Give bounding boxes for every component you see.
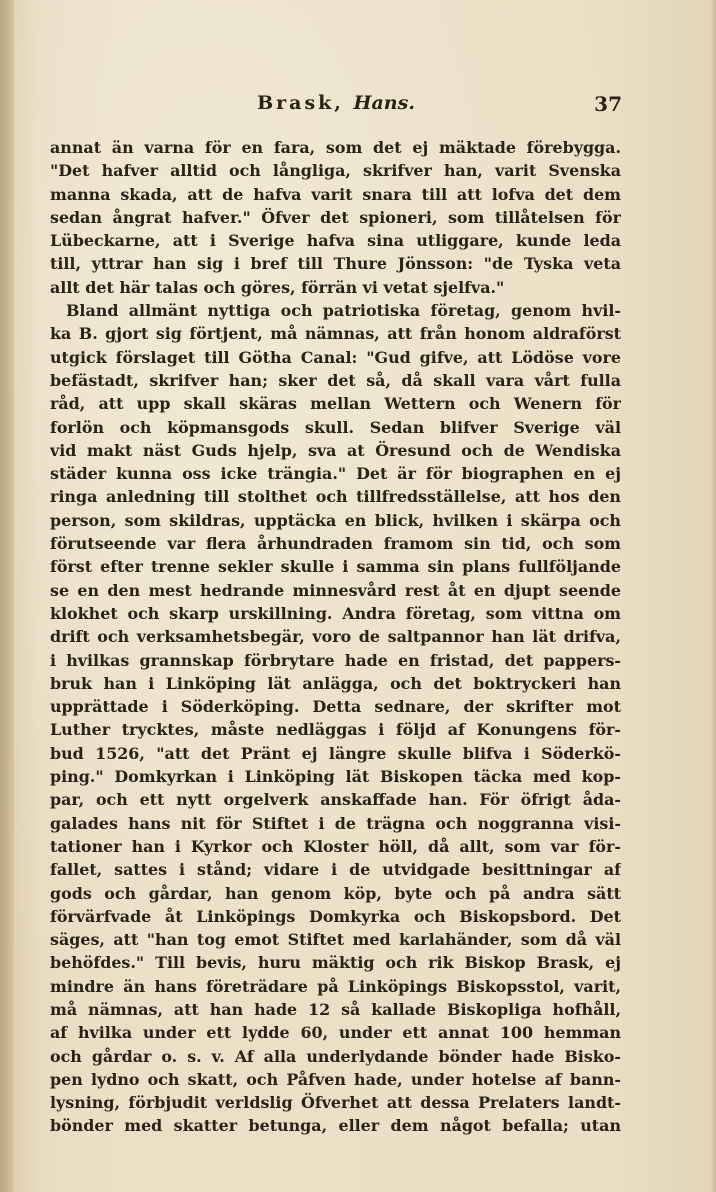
body-text	[50, 136, 621, 1138]
text-line: ping." Domkyrkan i Linköping lät Biskopen täcka med kop-	[50, 767, 621, 787]
text-line: befästadt, skrifver han; sker det så, då skall vara vårt fulla	[50, 370, 621, 390]
text-line: och gårdar o. s. v. Af alla underlydande bönder hade Bisko-	[50, 1046, 621, 1066]
text-line: i hvilkas grannskap förbrytare hade en fristad, det pappers-	[50, 650, 621, 670]
text-line: bud 1526, "att det Pränt ej längre skulle blifva i Söderkö-	[50, 743, 621, 763]
text-line: drift och verksamhetsbegär, voro de saltpannor han lät drifva,	[50, 627, 621, 647]
text-line: vid makt näst Guds hjelp, sva at Öresund och de Wendiska	[50, 440, 621, 460]
text-line: ringa anledning till stolthet och tillfredsställelse, att hos den	[50, 487, 621, 507]
text-line: person, som skildras, upptäcka en blick, hvilken i skärpa och	[50, 510, 621, 530]
text-line: bruk han i Linköping lät anlägga, och det boktryckeri han	[50, 673, 621, 693]
text-line: behöfdes." Till bevis, huru mäktig och rik Biskop Brask, ej	[50, 953, 621, 973]
running-head	[50, 92, 622, 114]
text-line: fallet, sattes i stånd; vidare i de utvidgade besittningar af	[50, 860, 621, 880]
text-line: lysning, förbjudit verldslig Öfverhet att dessa Prelaters landt-	[50, 1093, 621, 1113]
text-line: först efter trenne sekler skulle i samma sin plans fullföljande	[50, 557, 621, 577]
text-line: Lübeckarne, att i Sverige hafva sina utliggare, kunde leda	[50, 231, 621, 251]
page-number: 37	[594, 92, 622, 116]
text-line: säges, att "han tog emot Stiftet med karlahänder, som då väl	[50, 930, 621, 950]
text-line: allt det här talas och göres, förrän vi vetat sjelfva."	[50, 277, 505, 297]
text-line: mindre än hans företrädare på Linköpings Biskopsstol, varit,	[50, 976, 621, 996]
text-line: till, yttrar han sig i bref till Thure Jönsson: "de Tyska veta	[50, 254, 621, 274]
text-line: se en den mest hedrande minnesvård rest åt en djupt seende	[50, 580, 621, 600]
text-line: utgick förslaget till Götha Canal: "Gud gifve, att Lödöse vore	[50, 347, 621, 367]
text-line: bönder med skatter betunga, eller dem något befalla; utan	[50, 1116, 621, 1136]
running-head-surname: Brask,	[257, 92, 344, 114]
page-header	[50, 92, 622, 122]
page-edge-shadow	[710, 0, 716, 1192]
text-line: gods och gårdar, han genom köp, byte och på andra sätt	[50, 883, 621, 903]
page-binding-shadow	[0, 0, 14, 1192]
text-line: upprättade i Söderköping. Detta sednare, der skrifter mot	[50, 697, 621, 717]
text-line: tationer han i Kyrkor och Kloster höll, då allt, som var för-	[50, 836, 621, 856]
text-line: af hvilka under ett lydde 60, under ett annat 100 hemman	[50, 1023, 621, 1043]
text-line: Luther trycktes, måste nedläggas i följd af Konungens för-	[50, 720, 621, 740]
text-line: klokhet och skarp urskillning. Andra företag, som vittna om	[50, 603, 621, 623]
running-head-given-name: Hans.	[353, 92, 415, 114]
text-line: "Det hafver alltid och långliga, skrifver han, varit Svenska	[50, 161, 621, 181]
text-line: förvärfvade åt Linköpings Domkyrka och Biskopsbord. Det	[50, 906, 621, 926]
text-line: ka B. gjort sig förtjent, må nämnas, att från honom aldraförst	[50, 324, 621, 344]
text-line: förutseende var flera århundraden framom sin tid, och som	[50, 534, 621, 554]
text-line: städer kunna oss icke trängia." Det är för biographen en ej	[50, 464, 621, 484]
text-line: manna skada, att de hafva varit snara till att lofva det dem	[50, 184, 621, 204]
text-line: pen lydno och skatt, och Påfven hade, under hotelse af bann-	[50, 1069, 621, 1089]
text-line: må nämnas, att han hade 12 så kallade Biskopliga hofhåll,	[50, 999, 621, 1019]
text-line: annat än varna för en fara, som det ej mäktade förebygga.	[50, 138, 621, 157]
text-line: råd, att upp skall skäras mellan Wettern och Wenern för	[50, 394, 621, 414]
text-line: forlön och köpmansgods skull. Sedan blifver Sverige väl	[50, 417, 621, 437]
text-line: sedan ångrat hafver." Öfver det spioneri, som tillåtelsen för	[50, 207, 621, 227]
text-line: Bland allmänt nyttiga och patriotiska företag, genom hvil-	[66, 301, 621, 321]
text-line: par, och ett nytt orgelverk anskaffade han. För öfrigt åda-	[50, 790, 621, 810]
text-line: galades hans nit för Stiftet i de trägna och noggranna visi-	[50, 813, 621, 833]
